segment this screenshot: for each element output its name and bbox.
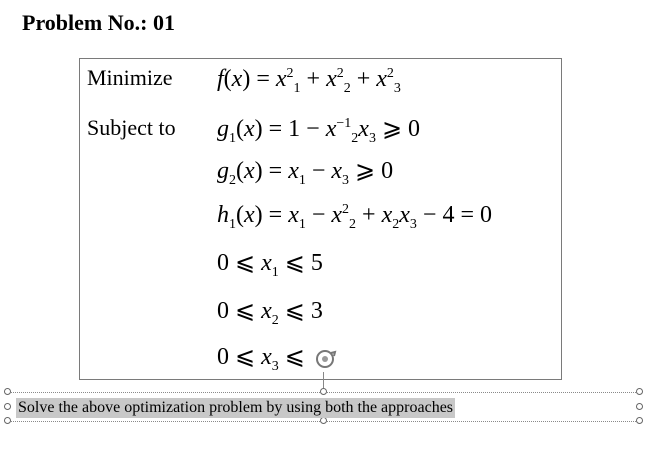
rotate-handle-icon[interactable] bbox=[312, 346, 338, 372]
constraint-g2: $g_2(x) = x_1 - x_3$ ⩾ 0 bbox=[217, 158, 394, 188]
bound-x3: 0 ⩽ $x_3$ ⩽ bbox=[217, 344, 305, 374]
problem-heading: Problem No.: 01 bbox=[22, 10, 175, 35]
resize-handle-bottom-right[interactable] bbox=[636, 417, 643, 424]
subject-to-label: Subject to bbox=[87, 115, 176, 140]
minimize-label: Minimize bbox=[87, 65, 173, 90]
resize-handle-top-right[interactable] bbox=[636, 388, 643, 395]
resize-handle-top-center[interactable] bbox=[320, 388, 327, 395]
bound-x2: 0 ⩽ $x_2$ ⩽ 3 bbox=[217, 298, 323, 328]
resize-handle-middle-left[interactable] bbox=[4, 403, 11, 410]
rotate-connector bbox=[323, 372, 324, 388]
resize-handle-bottom-center[interactable] bbox=[320, 417, 327, 424]
objective-function: $f(x) = x^2_1 + x^2_2 + x^2_3$ bbox=[217, 66, 401, 96]
resize-handle-top-left[interactable] bbox=[4, 388, 11, 395]
constraint-g1: $g_1(x) = 1 - x^{-1}_2x_3$ ⩾ 0 bbox=[217, 116, 421, 146]
instruction-caption[interactable]: Solve the above optimization problem by using both the approaches bbox=[18, 399, 454, 416]
bound-x1: 0 ⩽ $x_1$ ⩽ 5 bbox=[217, 250, 323, 280]
problem-image[interactable] bbox=[79, 58, 562, 380]
resize-handle-bottom-left[interactable] bbox=[4, 417, 11, 424]
constraint-h1: $h_1(x) = x_1 - x^2_2 + x_2x_3 - 4 = 0$ bbox=[217, 202, 492, 232]
resize-handle-middle-right[interactable] bbox=[636, 403, 643, 410]
